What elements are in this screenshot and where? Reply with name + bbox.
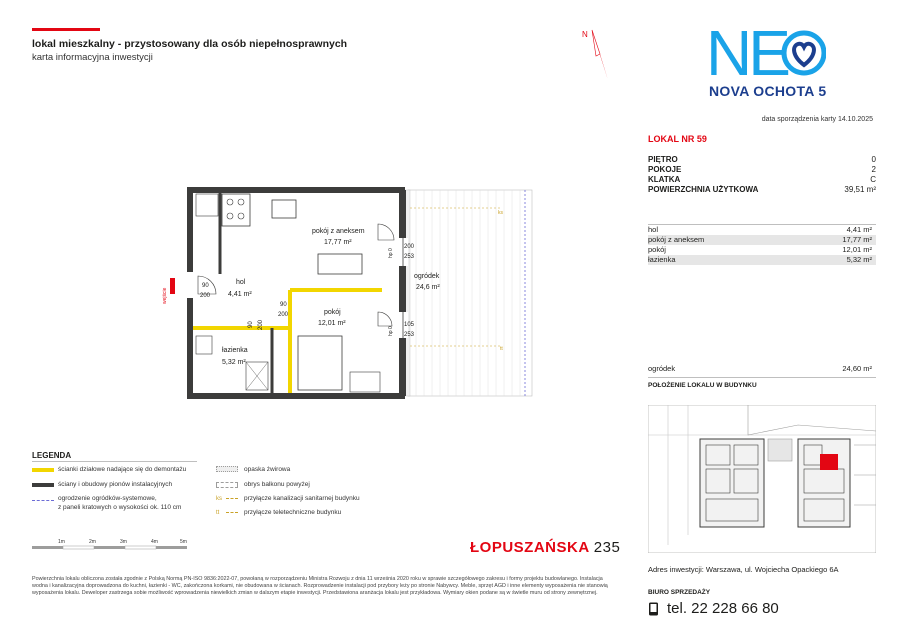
room-name: hol [648, 225, 659, 234]
sales-phone[interactable] [648, 600, 779, 617]
room-label-living: pokój z aneksem [312, 228, 365, 235]
legend-item: ścianki działowe nadające się do demontażu [58, 466, 187, 473]
door-height: 200 [258, 319, 264, 330]
card-date: data sporządzenia karty 14.10.2025 [761, 116, 873, 123]
logo-subtitle: NOVA OCHOTA 5 [709, 83, 827, 99]
info-row [648, 185, 876, 195]
legal-disclaimer: Powierzchnia lokalu obliczona została zgodnie z Polską Normą PN-ISO 9836:2022-07, powołaną w rozporządzeniu Ministra Rozwoju z dnia 11 września 2020 roku w sprawie szczegółowego zakresu i formy projektu budowlanego. Instalacja wodna i kanalizacyjna doprowadzona do kuchni, łazienki - WC, zakończona korkami, nie obudowana w ścianach. Rozprowadzenie instalacji pod przybory leży po stronie Nabywcy. Meble, sprzęt AGD i inne elementy wyposażenia nie stanowią wyposażenia lokalu. Deweloper zastrzega sobie możliwość wprowadzenia niewielkich zmian w dalszym etapie inwestycji. Przedstawiona aranżacja lokalu jest przykładowa. Wymiary okien podane są w świetle muru od strony zewnętrznej. [32, 576, 608, 596]
room-name: pokój z aneksem [648, 235, 705, 244]
legend-item: obrys balkonu powyżej [244, 481, 310, 488]
legend-item: przyłącze teletechniczne budynku [244, 509, 342, 516]
legend-swatch-tt: tt [216, 510, 220, 516]
legend-swatch-fence [32, 500, 54, 501]
door-width: 90 [202, 283, 209, 289]
room-area: 5,32 m² [846, 255, 872, 264]
building-site-map [648, 405, 876, 553]
legend-swatch-balcony [216, 482, 238, 488]
hp-label: hp 0 [388, 248, 394, 258]
room-row [648, 225, 876, 235]
phone-icon [648, 602, 659, 616]
ks-label: ks [498, 210, 503, 216]
room-name: pokój [648, 245, 666, 254]
room-label-hall: hol [236, 279, 246, 286]
legend-item: ściany i obudowy pionów instalacyjnych [58, 481, 173, 488]
scale-tick: 3m [120, 539, 127, 545]
info-table [648, 155, 876, 195]
info-label: POWIERZCHNIA UŻYTKOWA [648, 185, 759, 194]
window-width: 105 [404, 322, 415, 328]
info-value: C [870, 175, 876, 184]
floor-plan [160, 186, 540, 406]
phone-number: tel. 22 228 66 80 [667, 600, 779, 617]
position-label: POŁOŻENIE LOKALU W BUDYNKU [648, 382, 757, 389]
garden-area: 24,60 m² [842, 364, 872, 373]
room-name: łazienka [648, 255, 676, 264]
sales-office-label: BIURO SPRZEDAŻY [648, 589, 711, 596]
compass-label: N [582, 30, 588, 39]
scale-tick: 1m [58, 539, 65, 545]
window-height: 253 [404, 332, 415, 338]
info-value: 0 [871, 155, 876, 164]
door-height: 200 [278, 312, 289, 318]
room-area-hall: 4,41 m² [228, 291, 252, 298]
legend-swatch-gravel [216, 466, 238, 472]
legend-line-ks [226, 498, 238, 499]
tt-label: tt [500, 346, 503, 352]
info-row [648, 155, 876, 165]
legend-item: przyłącze kanalizacji sanitarnej budynku [244, 495, 360, 502]
page-subtitle: karta informacyjna inwestycji [32, 52, 153, 63]
info-value: 39,51 m² [844, 185, 876, 194]
info-row [648, 165, 876, 175]
header-accent-line [32, 28, 100, 31]
legend-item: z paneli kratowych o wysokości ok. 110 cm [58, 504, 182, 511]
info-value: 2 [871, 165, 876, 174]
room-area: 17,77 m² [842, 235, 872, 244]
window-width: 200 [404, 244, 415, 250]
legend-swatch-demolition [32, 468, 54, 472]
room-label-garden: ogródek [414, 273, 440, 280]
info-row [648, 175, 876, 185]
room-row [648, 245, 876, 255]
apartment-location-marker [820, 454, 838, 470]
info-label: POKOJE [648, 165, 682, 174]
garden-row [648, 364, 876, 378]
brand-number: 235 [593, 539, 621, 556]
legend-item: opaska żwirowa [244, 466, 291, 473]
garden-name: ogródek [648, 364, 676, 373]
door-height: 200 [200, 293, 211, 299]
lokal-title: LOKAL NR 59 [648, 134, 707, 144]
legend-swatch-ks: ks [216, 496, 222, 502]
scale-bar [32, 536, 188, 556]
page-title: lokal mieszkalny - przystosowany dla osób niepełnosprawnych [32, 38, 348, 50]
hp-label: hp 0 [388, 326, 394, 336]
scale-tick: 5m [180, 539, 187, 545]
logo-text: NE [706, 20, 787, 82]
scale-tick: 4m [151, 539, 158, 545]
room-row [648, 235, 876, 245]
door-width: 90 [280, 302, 287, 308]
room-row [648, 255, 876, 265]
entrance-label: wejście [162, 287, 168, 304]
room-area-garden: 24,6 m² [416, 284, 440, 291]
room-area-living: 17,77 m² [324, 239, 352, 246]
legend-item: ogrodzenie ogródków-systemowe, [58, 495, 157, 502]
project-brand [470, 539, 620, 556]
room-area: 4,41 m² [846, 225, 872, 234]
brand-name: ŁOPUSZAŃSKA [470, 539, 590, 556]
room-area-room: 12,01 m² [318, 320, 346, 327]
scale-tick: 2m [89, 539, 96, 545]
info-label: PIĘTRO [648, 155, 678, 164]
info-label: KLATKA [648, 175, 681, 184]
legend-divider [32, 461, 197, 462]
room-label-bathroom: łazienka [222, 347, 248, 354]
legend-title: LEGENDA [32, 451, 72, 460]
room-label-room: pokój [324, 309, 341, 316]
room-area-bathroom: 5,32 m² [222, 359, 246, 366]
rooms-table [648, 224, 876, 265]
window-height: 253 [404, 254, 415, 260]
legend-line-tt [226, 512, 238, 513]
compass-icon [578, 24, 618, 84]
room-area: 12,01 m² [842, 245, 872, 254]
investment-address: Adres inwestycji: Warszawa, ul. Wojciecha Opackiego 6A [648, 565, 839, 574]
door-width: 90 [248, 321, 254, 328]
legend-swatch-walls [32, 483, 54, 487]
neo-logo [706, 20, 826, 82]
